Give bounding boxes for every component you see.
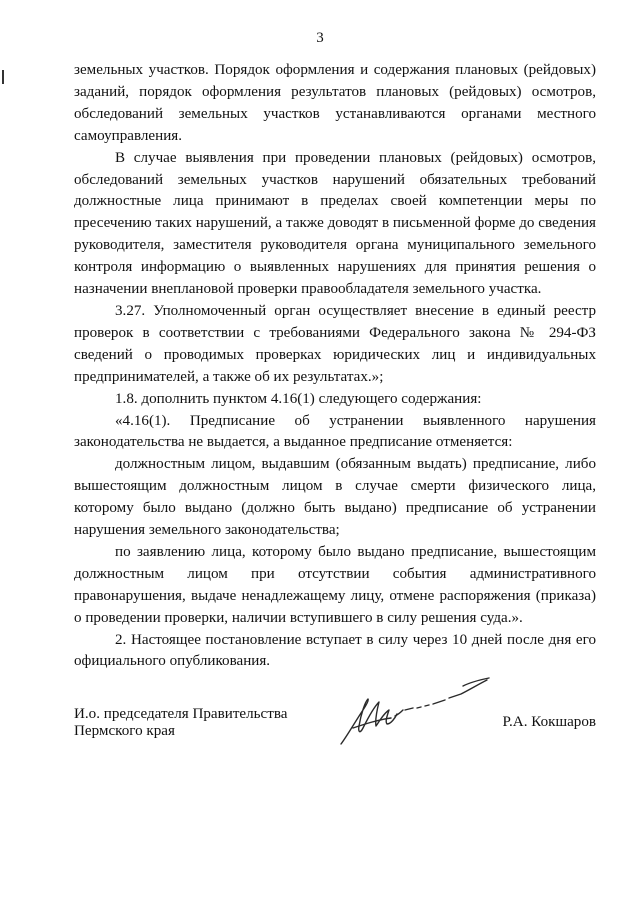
document-body bbox=[74, 60, 596, 673]
paragraph-7: по заявлению лица, которому было выдано предписание, вышестоящим должностным лицом при отсутствии события административного правонарушения, выдаче ненадлежащему лицу, отмене распоряжения (приказа) о проведении проверки, наличии вступившего в силу решения суда.». bbox=[74, 543, 596, 626]
paragraph-2: В случае выявления при проведении плановых (рейдовых) осмотров, обследований земельных участков нарушений обязательных требований должностные лица принимают в пределах своей компетенции меры по пресечению таких нарушений, а также доводят в письменной форме до сведения руководителя, заместителя руководителя органа муниципального земельного контроля информацию о выявленных нарушениях для принятия решения о назначении внеплановой проверки правообладателя земельного участка. bbox=[74, 149, 596, 298]
paragraph-3: 3.27. Уполномоченный орган осуществляет внесение в единый реестр проверок в соответствии с требованиями Федерального закона № 294-ФЗ сведений о проводимых проверках юридических лиц и индивидуальных предпринимателей, а также об их результатах.»; bbox=[74, 302, 596, 385]
signatory-title bbox=[74, 706, 287, 740]
paragraph-8: 2. Настоящее постановление вступает в силу через 10 дней после дня его официального опубликования. bbox=[74, 631, 596, 670]
margin-mark bbox=[2, 70, 4, 84]
signatory-name: Р.А. Кокшаров bbox=[502, 714, 596, 730]
paragraph-6: должностным лицом, выдавшим (обязанным выдать) предписание, либо вышестоящим должностным лицом в случае смерти физического лица, которому было выдано (должно быть выдано) предписание об устранении нарушения земельного законодательства; bbox=[74, 456, 596, 539]
paragraph-5: «4.16(1). Предписание об устранении выявленного нарушения законодательства не выдается, а выданное предписание отменяется: bbox=[74, 412, 596, 451]
handwritten-signature bbox=[329, 666, 499, 748]
signatory-title-line-1: И.о. председателя Правительства bbox=[74, 706, 288, 722]
page-number: 3 bbox=[316, 30, 324, 46]
paragraph-4: 1.8. дополнить пунктом 4.16(1) следующего содержания: bbox=[115, 390, 482, 407]
signature-block bbox=[74, 706, 596, 766]
signatory-title-line-2: Пермского края bbox=[74, 723, 175, 739]
paragraph-1: земельных участков. Порядок оформления и содержания плановых (рейдовых) заданий, порядок оформления результатов плановых (рейдовых) осмотров, обследований земельных участков устанавливаются органами местного самоуправления. bbox=[74, 62, 596, 144]
